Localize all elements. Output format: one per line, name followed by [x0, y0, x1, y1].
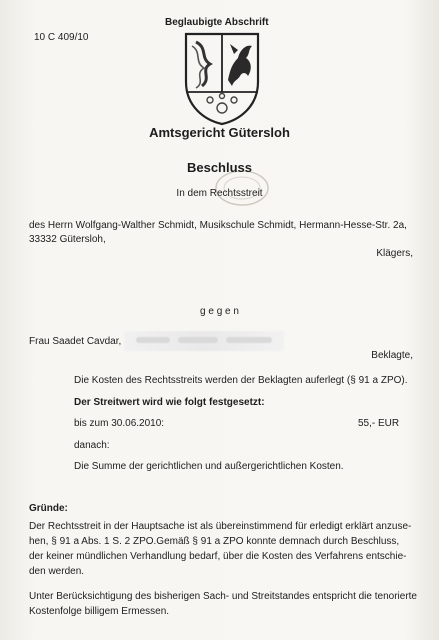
certified-copy-label: Beglaubigte Abschrift: [165, 17, 269, 28]
nrw-coat-of-arms-icon: [182, 30, 262, 126]
dispute-value-until-label: bis zum 30.06.2010:: [74, 418, 165, 429]
document-type: Beschluss: [186, 160, 253, 175]
matter-intro: In dem Rechtsstreit: [176, 188, 263, 199]
defendant-role: Beklagte,: [371, 350, 413, 361]
versus: g e g e n: [200, 306, 239, 317]
dispute-value-after-label: danach:: [74, 440, 110, 451]
reasons-para1-line-3: der keiner mündlichen Verhandlung bedarf, über die Kosten des Verfahrens entschie-: [29, 551, 407, 562]
reasons-para1-line-2: hen, § 91 a Abs. 1 S. 2 ZPO.Gemäß § 91 a ZPO konnte demnach durch Beschluss,: [29, 536, 400, 547]
file-reference: 10 C 409/10: [34, 32, 89, 43]
reasons-heading: Gründe:: [29, 503, 68, 514]
dispute-value-heading: Der Streitwert wird wie folgt festgesetzt:: [74, 397, 265, 408]
dispute-value-after-text: Die Summe der gerichtlichen und außergerichtlichen Kosten.: [74, 461, 344, 472]
plaintiff-line-1: des Herrn Wolfgang-Walther Schmidt, Musikschule Schmidt, Hermann-Hesse-Str. 2a,: [29, 220, 407, 231]
costs-ruling: Die Kosten des Rechtsstreits werden der Beklagten auferlegt (§ 91 a ZPO).: [74, 375, 408, 386]
court-name: Amtsgericht Gütersloh: [149, 125, 290, 140]
plaintiff-role: Klägers,: [376, 248, 413, 259]
reasons-para2-line-2: Kostenfolge billigem Ermessen.: [29, 606, 170, 617]
reasons-para1-line-4: den werden.: [29, 566, 85, 577]
reasons-para1-line-1: Der Rechtsstreit in der Hauptsache ist als übereinstimmend für erledigt erklärt anzuse-: [29, 521, 412, 532]
defendant-name: Frau Saadet Cavdar,: [29, 336, 122, 347]
reasons-para2-line-1: Unter Berücksichtigung des bisherigen Sach- und Streitstandes entspricht die tenorierte: [29, 591, 417, 602]
dispute-value-until-amount: 55,- EUR: [358, 418, 400, 429]
plaintiff-line-2: 33332 Gütersloh,: [29, 234, 106, 245]
redacted-address: [124, 331, 284, 351]
